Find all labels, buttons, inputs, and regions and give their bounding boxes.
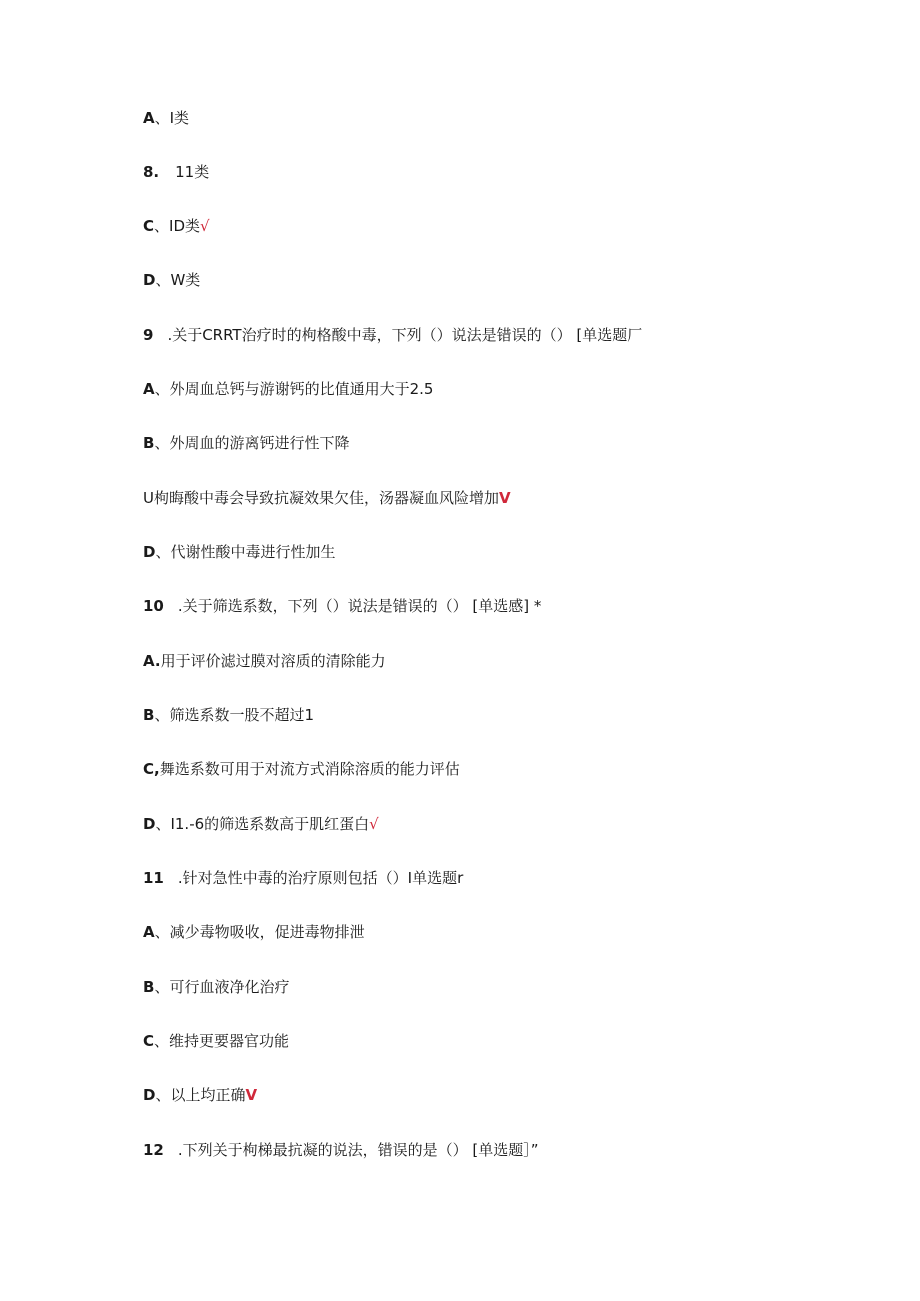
option-label: C xyxy=(143,1032,155,1050)
question-12 xyxy=(143,1140,539,1160)
option-label: D xyxy=(143,815,156,833)
option-label: D xyxy=(143,271,156,289)
option-text: 、维持更要器官功能 xyxy=(154,1032,290,1050)
question-text: .关于筛选系数，下列（）说法是错误的（） [单选感] * xyxy=(177,597,542,615)
question-number: 12 xyxy=(143,1141,164,1159)
option-q9-c xyxy=(143,488,511,508)
question-text: .下列关于枸梯最抗凝的说法，错误的是（） [单选题］” xyxy=(177,1141,539,1159)
question-text: .关于CRRT治疗时的枸格酸中毒，下列（）说法是错误的（） [单选题厂 xyxy=(167,326,643,344)
question-10 xyxy=(143,596,541,616)
option-text: 、筛选系数一股不超过1 xyxy=(154,706,314,724)
question-11 xyxy=(143,868,463,888)
option-text: 、外周血的游离钙进行性下降 xyxy=(154,434,350,452)
option-q11-d xyxy=(143,1085,257,1105)
option-q10-c xyxy=(143,759,460,779)
option-text: 、可行血液净化治疗 xyxy=(154,978,290,996)
option-text: 、I类 xyxy=(154,109,190,127)
option-label: A xyxy=(143,380,155,398)
option-q10-b xyxy=(143,705,314,725)
option-q9-a xyxy=(143,379,433,399)
option-label: A xyxy=(143,923,155,941)
question-number: 9 xyxy=(143,326,154,344)
question-9 xyxy=(143,325,642,345)
option-label: D xyxy=(143,1086,156,1104)
option-label: C xyxy=(143,217,155,235)
answer-mark: √ xyxy=(200,217,210,235)
option-label: A. xyxy=(143,652,161,670)
answer-mark: V xyxy=(245,1086,258,1104)
option-label: A xyxy=(143,109,155,127)
option-q9-b xyxy=(143,433,349,453)
option-q10-a xyxy=(143,651,386,671)
option-b-class-ii xyxy=(143,162,209,182)
option-label: B xyxy=(143,706,155,724)
option-d-class-iv xyxy=(143,270,200,290)
option-c-class-iii xyxy=(143,216,210,236)
option-text: 、I1.-6的筛选系数高于肌红蛋白 xyxy=(155,815,370,833)
question-number: 10 xyxy=(143,597,164,615)
option-text: 、ID类 xyxy=(154,217,200,235)
option-label: D xyxy=(143,543,156,561)
question-text: .针对急性中毒的治疗原则包括（）I单选题r xyxy=(177,869,464,887)
option-text: 、以上均正确 xyxy=(155,1086,246,1104)
option-label: B xyxy=(143,978,155,996)
option-q9-d xyxy=(143,542,335,562)
option-text: 用于评价滤过膜对溶质的清除能力 xyxy=(160,652,386,670)
option-q10-d xyxy=(143,814,379,834)
answer-mark: √ xyxy=(369,815,379,833)
option-text: 、W类 xyxy=(155,271,201,289)
option-label: 8. xyxy=(143,163,160,181)
option-label: C, xyxy=(143,760,160,778)
option-text: 、代谢性酸中毒进行性加生 xyxy=(155,543,336,561)
option-q11-c xyxy=(143,1031,289,1051)
option-label: B xyxy=(143,434,155,452)
answer-mark: V xyxy=(498,489,511,507)
option-text: 舞选系数可用于对流方式消除溶质的能力评估 xyxy=(159,760,460,778)
option-text: 11类 xyxy=(175,163,210,181)
option-text: U枸晦酸中毒会导致抗凝效果欠佳，汤器凝血风险增加 xyxy=(143,489,499,507)
option-q11-a xyxy=(143,922,365,942)
option-text: 、减少毒物吸收，促进毒物排泄 xyxy=(154,923,365,941)
option-a-class-i xyxy=(143,108,189,128)
option-q11-b xyxy=(143,977,289,997)
question-number: 11 xyxy=(143,869,164,887)
option-text: 、外周血总钙与游谢钙的比值通用大于2.5 xyxy=(154,380,434,398)
